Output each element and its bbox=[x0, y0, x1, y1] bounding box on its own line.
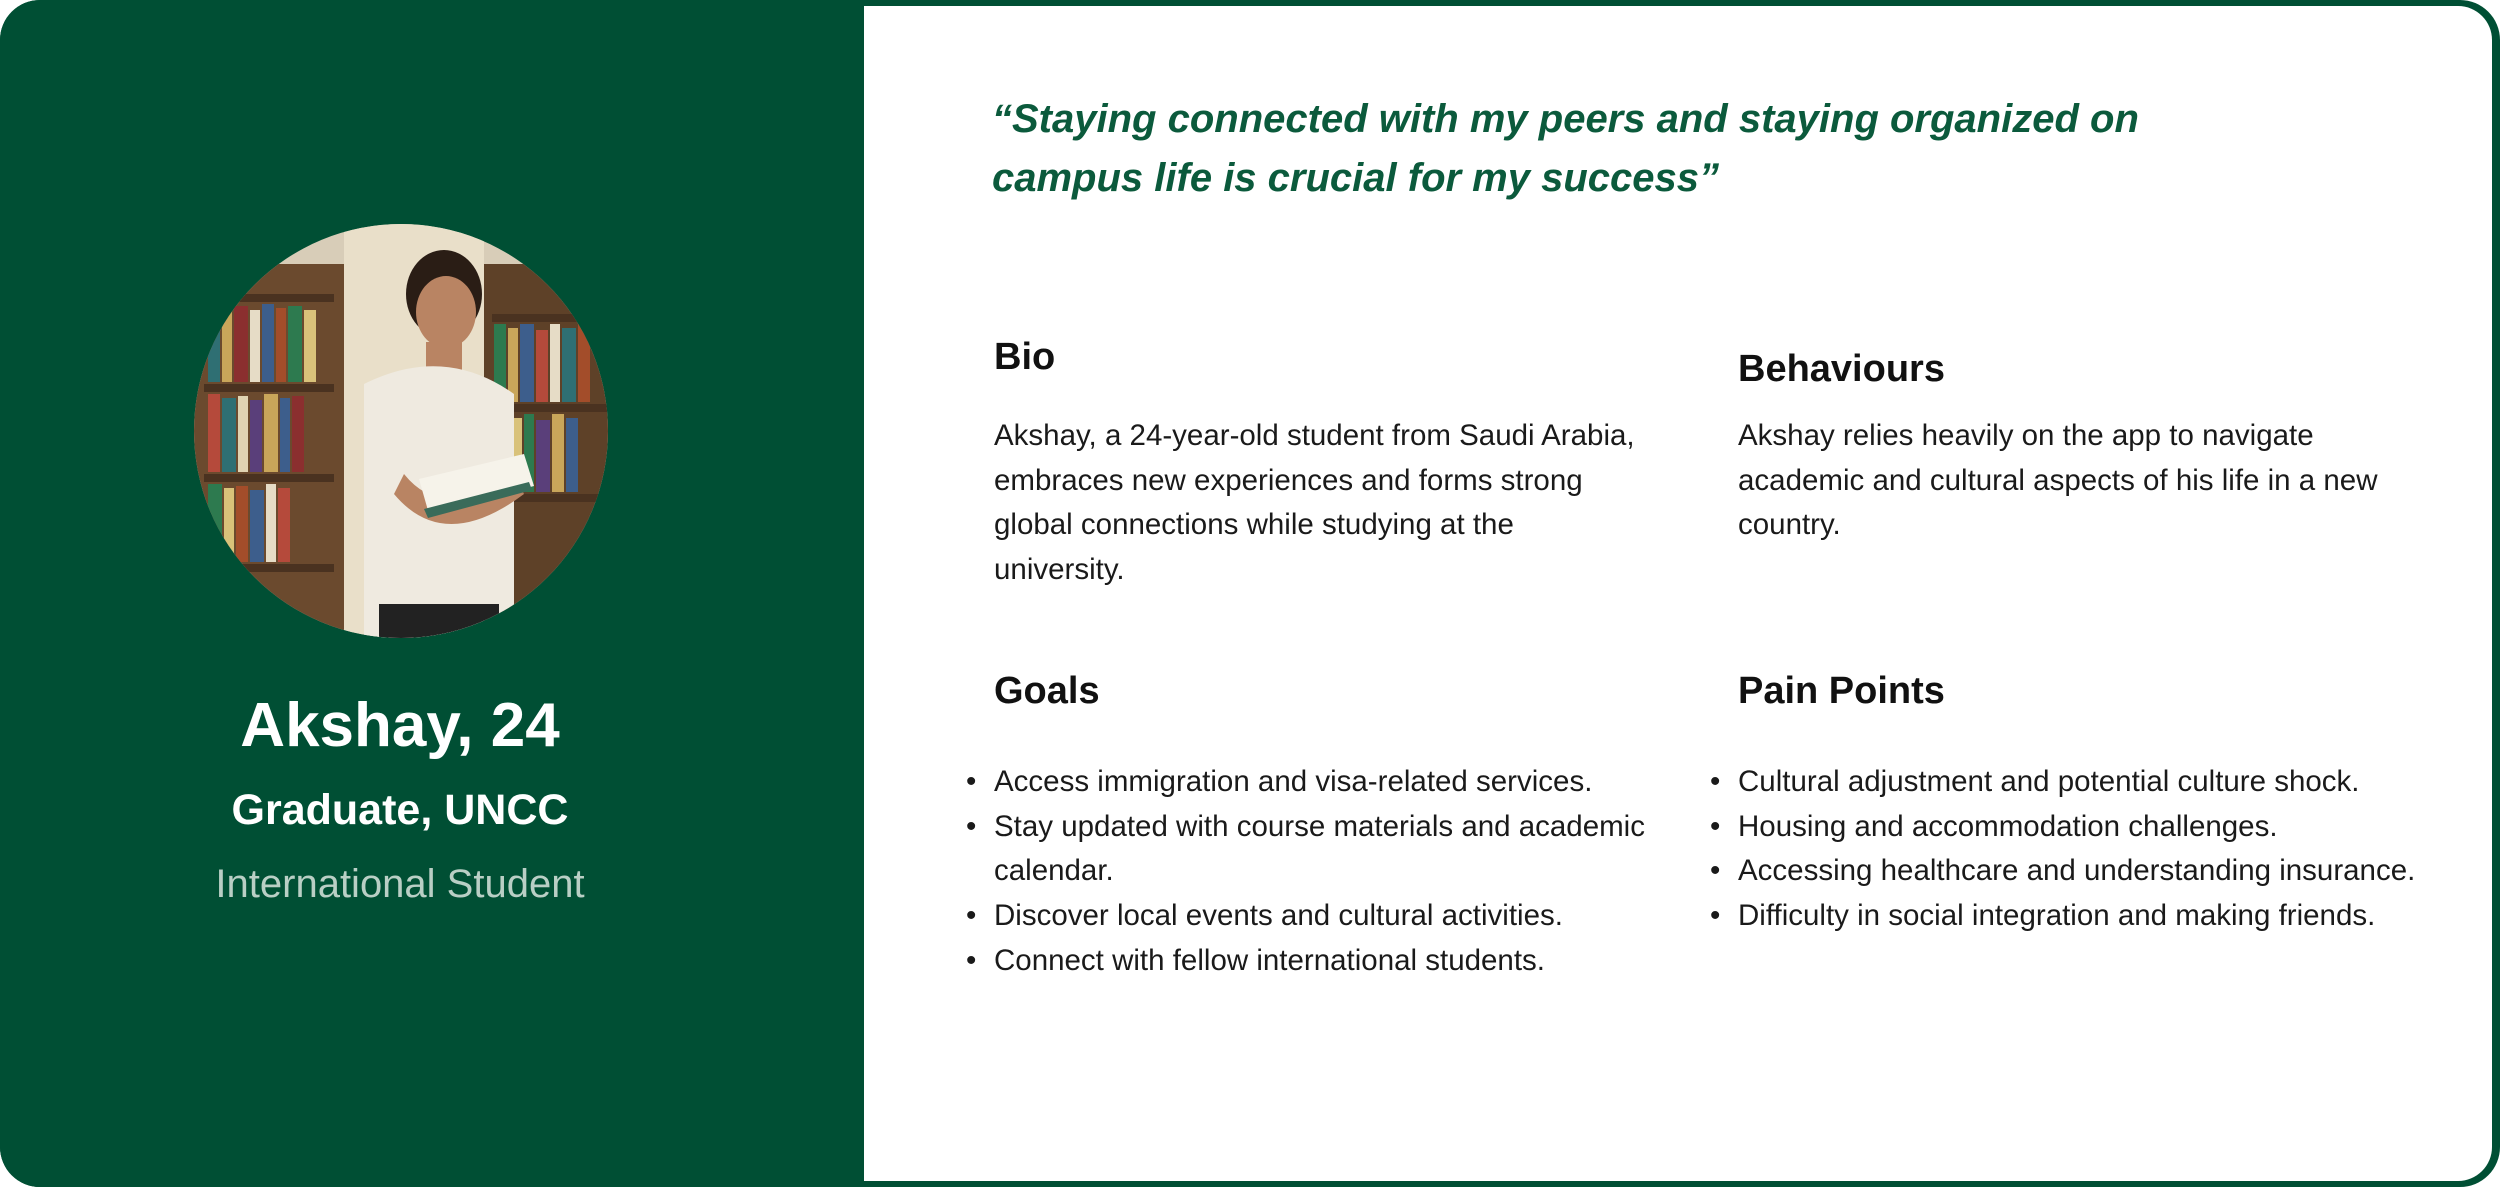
persona-role: Graduate, UNCC bbox=[231, 786, 569, 834]
persona-quote: “Staying connected with my peers and staying organized on campus life is crucial for my success” bbox=[992, 97, 2139, 200]
bullet-icon: • bbox=[1710, 765, 1721, 798]
bio-text: Akshay, a 24-year-old student from Saudi Arabia, embraces new experiences and forms strong global connections while studying at the university. bbox=[994, 419, 1635, 587]
persona-type: International Student bbox=[215, 862, 585, 906]
persona-name: Akshay, 24 bbox=[240, 691, 560, 760]
goals-list bbox=[966, 760, 1664, 984]
avatar bbox=[194, 224, 608, 638]
list-item bbox=[1710, 760, 2418, 805]
bullet-icon: • bbox=[966, 943, 977, 977]
persona-sidebar bbox=[0, 0, 864, 1187]
pain-points-list bbox=[1710, 760, 2418, 939]
bullet-icon: • bbox=[1710, 854, 1721, 888]
list-item bbox=[1710, 849, 2418, 894]
list-item bbox=[966, 760, 1664, 805]
bullet-icon: • bbox=[966, 765, 977, 798]
list-item bbox=[966, 805, 1664, 894]
pain-point-text: Cultural adjustment and potential culture shock. bbox=[1738, 765, 2360, 798]
persona-details bbox=[864, 6, 2492, 1181]
pain-point-text: Housing and accommodation challenges. bbox=[1738, 809, 2278, 843]
goal-text: Access immigration and visa-related services. bbox=[994, 765, 1593, 798]
pain-points-title: Pain Points bbox=[1738, 670, 1945, 712]
list-item bbox=[1710, 894, 2418, 939]
behaviours-text: Akshay relies heavily on the app to navigate academic and cultural aspects of his life in a new country. bbox=[1738, 419, 2378, 542]
bullet-icon: • bbox=[966, 809, 977, 843]
pain-point-text: Accessing healthcare and understanding insurance. bbox=[1738, 854, 2416, 888]
goal-text: Connect with fellow international students. bbox=[994, 943, 1545, 977]
goal-text: Stay updated with course materials and academic calendar. bbox=[994, 809, 1645, 888]
list-item bbox=[966, 939, 1664, 984]
bio-title: Bio bbox=[994, 336, 1056, 378]
goals-title: Goals bbox=[994, 670, 1100, 712]
goal-text: Discover local events and cultural activities. bbox=[994, 899, 1563, 933]
behaviours-title: Behaviours bbox=[1738, 348, 1945, 390]
bullet-icon: • bbox=[1710, 809, 1721, 843]
list-item bbox=[1710, 805, 2418, 850]
bullet-icon: • bbox=[1710, 899, 1721, 933]
pain-point-text: Difficulty in social integration and making friends. bbox=[1738, 899, 2376, 933]
bullet-icon: • bbox=[966, 899, 977, 933]
list-item bbox=[966, 894, 1664, 939]
